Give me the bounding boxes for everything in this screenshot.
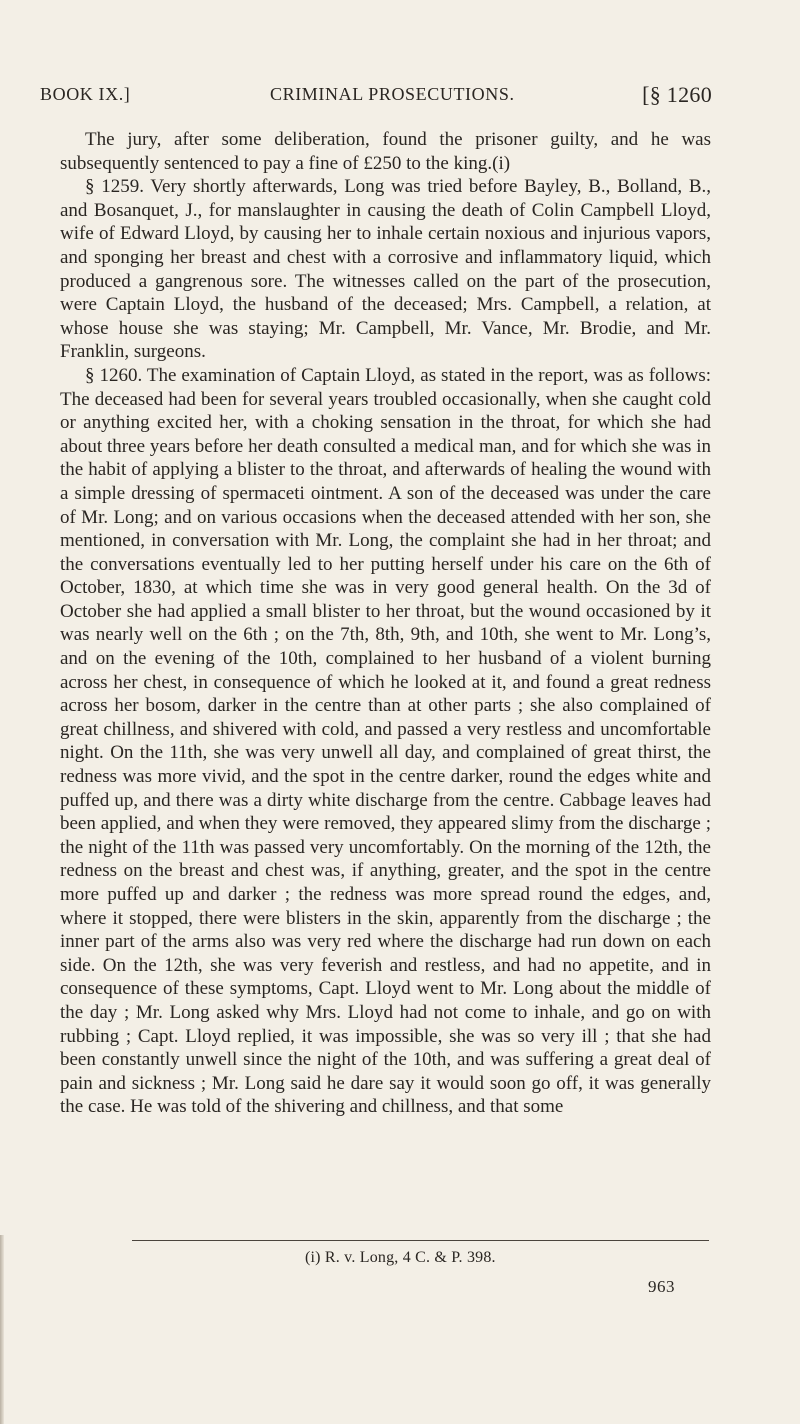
paragraph-verdict: The jury, after some deliberation, found the prisoner guilty, and he was subsequently sentenced to pay a fine of £250 to the king.(i) xyxy=(60,129,711,174)
body-text xyxy=(60,128,711,1119)
footnote-divider xyxy=(132,1240,709,1241)
header-section: [§ 1260 xyxy=(642,82,712,107)
paragraph-section-1259: § 1259. Very shortly afterwards, Long was tried before Bayley, B., Bolland, B., and Bosanquet, J., for manslaughter in causing the death of Colin Campbell Lloyd, wife of Edward Lloyd, by causing her to inhale certain noxious and injurious vapors, and sponging her breast and chest with a corrosive and inflammatory liquid, which produced a gangrenous sore. The witnesses called on the part of the prosecution, were Captain Lloyd, the husband of the deceased; Mrs. Campbell, a relation, at whose house she was staying; Mr. Campbell, Mr. Vance, Mr. Brodie, and Mr. Franklin, surgeons. xyxy=(60,176,711,363)
header-title: CRIMINAL PROSECUTIONS. xyxy=(270,84,515,104)
header-book: BOOK IX.] xyxy=(40,84,131,104)
paragraph-section-1260: § 1260. The examination of Captain Lloyd, as stated in the report, was as follows: The deceased had been for several years troubled occasionally, when she caught cold or anything excited her, with a choking sensation in the throat, for which she had about three years before her death consulted a medical man, and for which she was in the habit of applying a blister to the throat, and afterwards of healing the wound with a simple dressing of spermaceti ointment. A son of the deceased was under the care of Mr. Long; and on various occasions when the deceased attended with her son, she mentioned, in conversation with Mr. Long, the complaint she had in her throat; and the conversations eventually led to her putting herself under his care on the 6th of October, 1830, at which time she was in very good general health. On the 3d of October she had applied a small blister to her throat, but the wound occasioned by it was nearly well on the 6th ; on the 7th, 8th, 9th, and 10th, she went to Mr. Long’s, and on the evening of the 10th, complained to her husband of a violent burning across her chest, in consequence of which he looked at it, and found a great redness across her bosom, darker in the centre than at other parts ; she also complained of great chillness, and shivered with cold, and passed a very restless and uncomfortable night. On the 11th, she was very unwell all day, and complained of great thirst, the redness was more vivid, and the spot in the centre darker, round the edges white and puffed up, and there was a dirty white discharge from the centre. Cabbage leaves had been applied, and when they were removed, they appeared slimy from the discharge ; the night of the 11th was passed very uncomfortably. On the morning of the 12th, the redness on the breast and chest was, if anything, greater, and the spot in the centre more puffed up and darker ; the redness was more spread round the edges, and, where it stopped, there were blisters in the skin, apparently from the discharge ; the inner part of the arms also was very red where the discharge had run down on each side. On the 12th, she was very feverish and restless, and had no appetite, and in consequence of these symptoms, Capt. Lloyd went to Mr. Long about the middle of the day ; Mr. Long asked why Mrs. Lloyd had not come to inhale, and go on with rubbing ; Capt. Lloyd replied, it was impossible, she was so very ill ; that she had been constantly unwell since the night of the 10th, and was suffering a great deal of pain and sickness ; Mr. Long said he dare say it would soon go off, it was generally the case. He was told of the shivering and chillness, and that some xyxy=(60,364,711,1118)
running-header xyxy=(40,84,712,114)
page-number: 963 xyxy=(648,1277,675,1296)
footnote: (i) R. v. Long, 4 C. & P. 398. xyxy=(305,1249,496,1266)
page-edge-shadow xyxy=(0,1235,4,1424)
